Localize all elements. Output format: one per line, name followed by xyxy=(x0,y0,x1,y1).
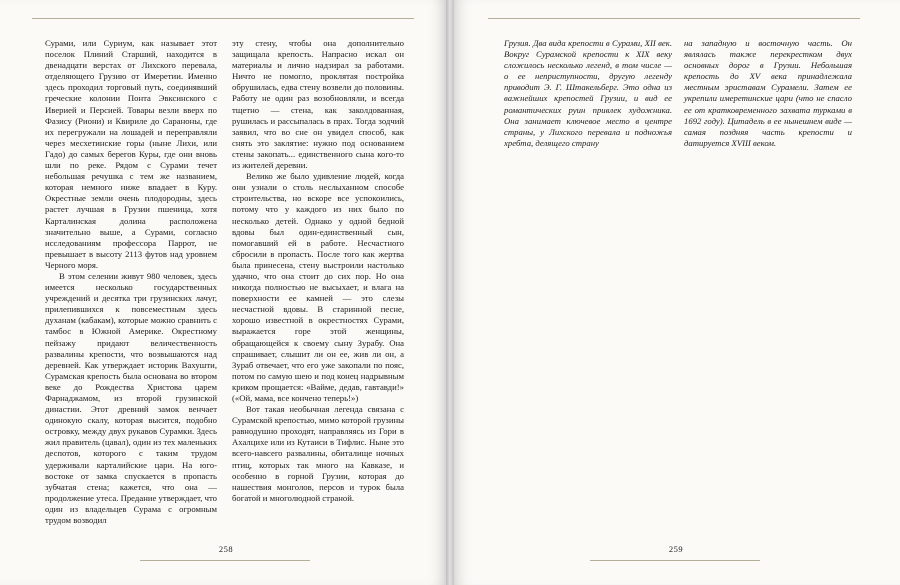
footer-rule-right xyxy=(590,560,760,561)
header-rule-left xyxy=(32,18,414,19)
paragraph: В этом селении живут 980 человек, здесь имеется несколько государственных учреждений и десятка три грузинских лачуг, прилепившихся к повсеместным здесь духанам (кабакам), которые можно сравнить с тамбос в Южной Америке. Окрестному пейзажу придают величественность развалины крепости, что возвышаются над деревней. Как утверждает историк Вахушти, Сурамская крепость была основана во втором веке до Рождества Христова царем Фарнаджамом, из второй грузинской династии. Этот древний замок венчает одинокую скалу, которая высится, подобно островку, между двух рукавов Сурамки. Здесь жил правитель (цавал), один из тех маленьких деспотов, которого с таким трудом удерживали карталийские цари. На юго-востоке от замка спускается в пропасть зубчатая стена; кажется, что она — продолжение утеса. Предание утверждает, что один из владельцев Сурама с огромным трудом возводил xyxy=(45,270,217,526)
paragraph: Велико же было удивление людей, когда они узнали о столь неслыханном способе строительства, но вскоре все успокоились, потому что у каждого из них было по несколько детей. Однако у одной бедной вдовы был один-единственный сын, помогавший ей в работе. Несчастного сбросили в пропасть. После того как жертва была принесена, стену выстроили настолько удачно, что она стоит до сих пор. Но она никогда полностью не высыхает, и влага на поверхности ее камней — это слезы несчастной вдовы. В старинной песне, хорошо известной в окрестностях Сурами, выражается горе этой женщины, обращающейся к своему сыну Зурабу. Она спрашивает, слышит ли он ее, жив ли он, а Зураб отвечает, что его уже закопали по пояс, потом по самую шею и под конец надрывным криком прощается: «Вайме, дедав, гавтавди!» («Ой, мама, все кончено теперь!») xyxy=(232,171,404,403)
caption-text: Грузия. Два вида крепости в Сурами, XII век. Вокруг Сурамской крепости к XIX веку сложилось несколько легенд, в том числе — о ее неприступности, другую легенду приводит Э. Г. Штакельберг. Это одна из важнейших крепостей Грузии, и вид ее романтических руин привлек художника. Она занимает ключевое место в центре страны, у Лихского перевала и подножья хребта, делящего страну xyxy=(504,38,672,148)
paragraph: Сурами, или Суриум, как называет этот поселок Плиний Старший, находится в двенадцати верстах от Лихского перевала, отделяющего Грузию от Имеретии. Именно здесь проходил торговый путь, соединявший греческие колонии Понта Эвксинского с Иверией и Персией. Товары везли вверх по Фазису (Риони) и Квириле до Сараноны, где их перегружали на лошадей и переправляли через месхетинские горы (ныне Лихи, или Гадо) до самых берегов Куры, где они вновь шли по реке. Рядом с Сурами течет небольшая речушка с тем же названием, которая немного ниже впадает в Куру. Окрестные земли очень плодородны, здесь растет лучшая в Грузии пшеница, хотя Карталинская долина расположена значительно выше, а Сурами, согласно исследованиям профессора Паррот, не превышает в высоту 2113 футов над уровнем Черного моря. xyxy=(45,38,217,270)
page-number-right: 259 xyxy=(668,544,684,554)
left-page-column-1 xyxy=(45,38,217,526)
footer-rule-left xyxy=(140,560,310,561)
paragraph: эту стену, чтобы она дополнительно защищала крепость. Напрасно искал он материалы и лично надзирал за работами. Ничто не помогло, проклятая постройка обрушилась, едва стену возвели до половины. Работу не один раз возобновляли, и всегда тщетно — стена, как заколдованная, рушилась и рассыпалась в прах. Тогда зодчий заявил, что во сне он увидел способ, как снять это заклятие: нужно под основанием стены закопать... единственного сына кого-то из жителей деревни. xyxy=(232,38,404,171)
book-gutter xyxy=(446,0,454,585)
paragraph: Вот такая необычная легенда связана с Сурамской крепостью, мимо которой грузины равнодушно проходят, направляясь из Гори в Ахалцихе или из Кутаиси в Тифлис. Ныне это всего-навсего развалины, обиталище ночных птиц, которых так много на Кавказе, и особенно в горной Грузии, которая до нашествия монголов, персов и турок была богатой и многолюдной страной. xyxy=(232,404,404,503)
caption-text: на западную и восточную часть. Он являлась также перекрестком двух основных дорог в Грузии. Небольшая крепость до XV века принадлежала местным эриставам Сурамели. Затем ее укрепили имеретинские цари (что не спасло ее от кратковременного захвата турками в 1692 году). Цитадель в ее нынешнем виде — самая поздняя часть крепости и датируется XVIII веком. xyxy=(684,38,852,148)
right-page-caption-column-2 xyxy=(684,38,852,149)
page-number-left: 258 xyxy=(218,544,234,554)
left-page-column-2 xyxy=(232,38,404,504)
header-rule-right xyxy=(488,18,860,19)
right-page-caption-column-1 xyxy=(504,38,672,149)
